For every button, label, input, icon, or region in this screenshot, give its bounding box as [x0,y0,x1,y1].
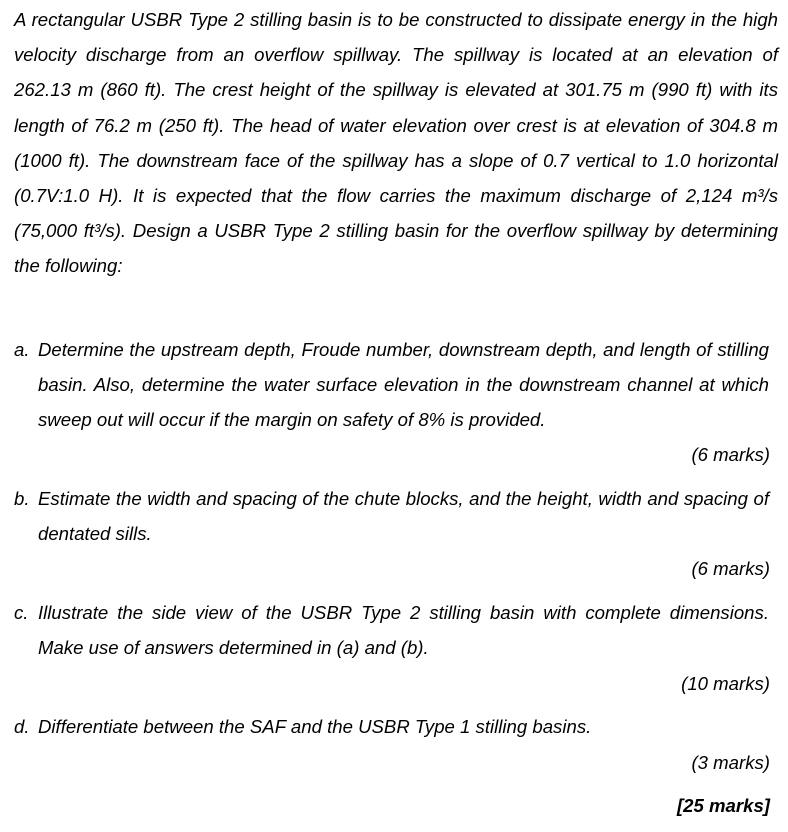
problem-statement: A rectangular USBR Type 2 stilling basin is to be constructed to dissipate energy in the high velocity discharge from an overflow spillway. The spillway is located at an elevation of 262.13 m (860 ft). The crest height of the spillway is elevated at 301.75 m (990 ft) with its length of 76.2 m (250 ft). The head of water elevation over crest is at elevation of 304.8 m (1000 ft). The downstream face of the spillway has a slope of 0.7 vertical to 1.0 horizontal (0.7V:1.0 H). It is expected that the flow carries the maximum discharge of 2,124 m³/s (75,000 ft³/s). Design a USBR Type 2 stilling basin for the overflow spillway by determining the following: [14,9,778,277]
question-text: Determine the upstream depth, Froude number, downstream depth, and length of stilling basin. Also, determine the water surface elevation in the downstream channel at which sweep out will occur if the margin on safety of 8% is provided. [38,339,769,430]
question-letter: b. [14,488,30,509]
question-text: Differentiate between the SAF and the USBR Type 1 stilling basins. [38,716,592,737]
question-c [14,595,769,665]
marks-c: (10 marks) [681,673,770,694]
question-letter: d. [14,716,30,737]
question-d [14,709,769,744]
marks-b: (6 marks) [691,558,770,579]
total-marks: [25 marks] [676,795,770,816]
question-a [14,332,769,437]
question-text: Illustrate the side view of the USBR Type 2 stilling basin with complete dimensions. Make use of answers determined in (a) and (b). [38,602,769,658]
marks-a: (6 marks) [691,444,770,465]
question-b [14,481,769,551]
question-letter: a. [14,339,30,360]
marks-d: (3 marks) [691,752,770,773]
question-text: Estimate the width and spacing of the chute blocks, and the height, width and spacing of dentated sills. [38,488,769,544]
question-letter: c. [14,602,29,623]
